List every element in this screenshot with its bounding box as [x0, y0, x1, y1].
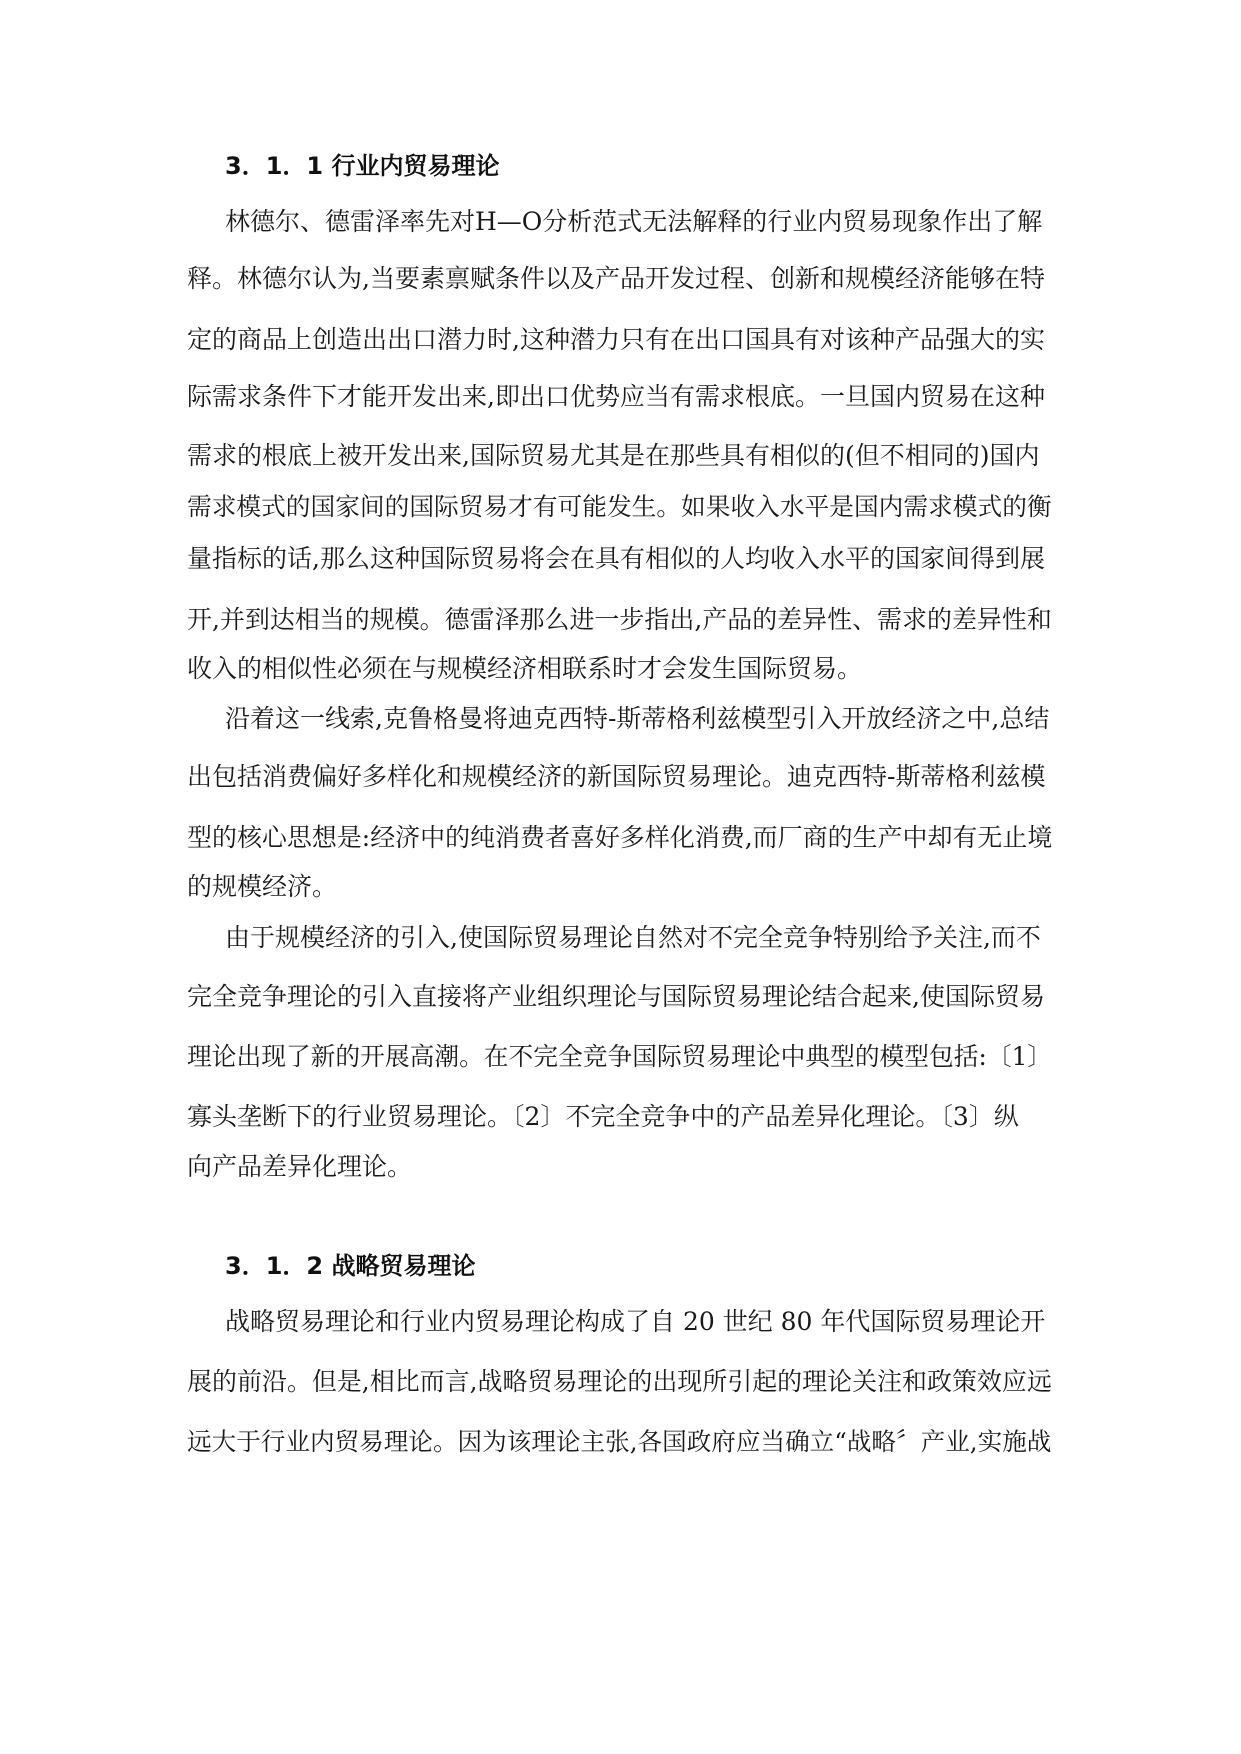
text-line: 际需求条件下才能开发出来,即出口优势应当有需求根底。一旦国内贸易在这种 [187, 382, 1045, 411]
text-line: 理论出现了新的开展高潮。在不完全竞争国际贸易理论中典型的模型包括:〔1〕 [187, 1042, 1053, 1071]
text-line: 收入的相似性必须在与规模经济相联系时才会发生国际贸易。 [187, 654, 863, 683]
text-line: 型的核心思想是:经济中的纯消费者喜好多样化消费,而厂商的生产中却有无止境 [187, 823, 1053, 852]
text-line: 寡头垄断下的行业贸易理论。〔2〕不完全竞争中的产品差异化理论。〔3〕纵 [187, 1102, 1019, 1131]
text-line: 定的商品上创造出出口潜力时,这种潜力只有在出口国具有对该种产品强大的实 [187, 325, 1045, 354]
text-line: 开,并到达相当的规模。德雷泽那么进一步指出,产品的差异性、需求的差异性和 [187, 605, 1052, 634]
text-line: 由于规模经济的引入,使国际贸易理论自然对不完全竞争特别给予关注,而不 [225, 923, 1041, 952]
text-line: 释。林德尔认为,当要素禀赋条件以及产品开发过程、创新和规模经济能够在特 [187, 264, 1045, 293]
text-line: 完全竞争理论的引入直接将产业组织理论与国际贸易理论结合起来,使国际贸易 [187, 982, 1045, 1011]
text-line: 远大于行业内贸易理论。因为该理论主张,各国政府应当确立“战略〞产业,实施战 [187, 1427, 1052, 1456]
text-line: 战略贸易理论和行业内贸易理论构成了自 20 世纪 80 年代国际贸易理论开 [225, 1307, 1046, 1336]
text-line: 向产品差异化理论。 [187, 1152, 413, 1181]
text-line: 出包括消费偏好多样化和规模经济的新国际贸易理论。迪克西特-斯蒂格利兹模 [187, 762, 1046, 791]
text-line: 的规模经济。 [187, 872, 338, 901]
section-heading: 3．1．1 行业内贸易理论 [225, 152, 500, 180]
text-line: 需求的根底上被开发出来,国际贸易尤其是在那些具有相似的(但不相同的)国内 [187, 441, 1040, 470]
text-line: 展的前沿。但是,相比而言,战略贸易理论的出现所引起的理论关注和政策效应远 [187, 1367, 1052, 1396]
text-line: 量指标的话,那么这种国际贸易将会在具有相似的人均收入水平的国家间得到展 [187, 544, 1045, 573]
text-line: 沿着这一线索,克鲁格曼将迪克西特-斯蒂格利兹模型引入开放经济之中,总结 [225, 704, 1050, 733]
text-line: 林德尔、德雷泽率先对H—O分析范式无法解释的行业内贸易现象作出了解 [225, 207, 1043, 236]
text-line: 需求模式的国家间的国际贸易才有可能发生。如果收入水平是国内需求模式的衡 [187, 492, 1052, 521]
section-heading: 3．1．2 战略贸易理论 [225, 1252, 476, 1280]
